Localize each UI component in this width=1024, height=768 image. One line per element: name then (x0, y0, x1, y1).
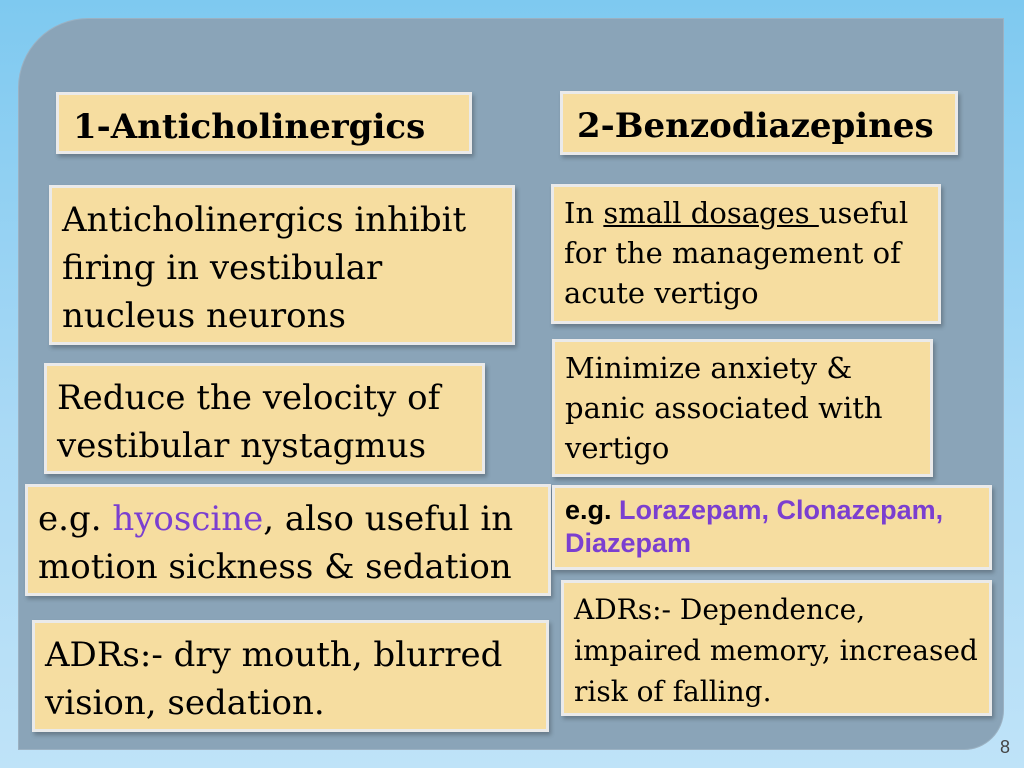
anticholinergics-header: 1-Anticholinergics (56, 92, 472, 154)
example-suffix: , also useful in motion sickness & sedation (38, 499, 514, 587)
page-number: 8 (999, 737, 1010, 757)
benzodiazepine-drug-names: Lorazepam, Clonazepam, Diazepam (565, 495, 944, 558)
anticholinergics-effect: Reduce the velocity of vestibular nystagmus (44, 363, 485, 474)
benzodiazepines-header: 2-Benzodiazepines (560, 91, 958, 155)
dosage-prefix: In (564, 196, 604, 230)
hyoscine-drug-name: hyoscine (112, 499, 264, 539)
example-prefix: e.g. (38, 499, 113, 539)
benzodiazepines-anxiety: Minimize anxiety & panic associated with vertigo (552, 339, 933, 477)
anticholinergics-adrs: ADRs:- dry mouth, blurred vision, sedation. (32, 620, 549, 732)
benzodiazepines-dosage (551, 184, 941, 324)
benzodiazepines-adrs: ADRs:- Dependence, impaired memory, increased risk of falling. (561, 580, 992, 716)
example-prefix: e.g. (565, 495, 620, 525)
benzodiazepines-example (552, 485, 992, 570)
dosage-suffix: useful for the management of acute vertigo (564, 196, 909, 310)
small-dosages-text: small dosages (603, 196, 819, 230)
anticholinergics-example (25, 484, 551, 596)
anticholinergics-mechanism: Anticholinergics inhibit firing in vestibular nucleus neurons (49, 185, 515, 345)
